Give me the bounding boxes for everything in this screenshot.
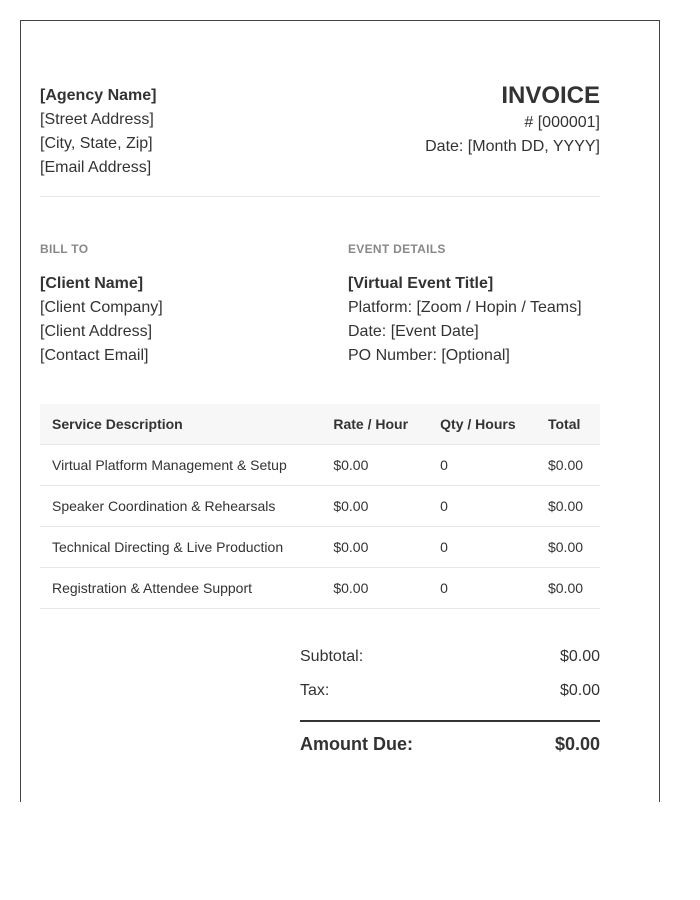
cell-total: $0.00	[536, 445, 600, 486]
cell-rate: $0.00	[321, 486, 428, 527]
table-row	[40, 486, 600, 527]
cell-rate: $0.00	[321, 527, 428, 568]
amount-due-row	[300, 722, 600, 766]
header-rate-hour: Rate / Hour	[321, 404, 428, 445]
cell-qty: 0	[428, 445, 536, 486]
subtotal-label: Subtotal:	[300, 648, 364, 665]
subtotal-row	[300, 640, 600, 674]
cell-rate: $0.00	[321, 445, 428, 486]
cell-qty: 0	[428, 486, 536, 527]
amount-due-value: $0.00	[554, 733, 600, 754]
table-row	[40, 527, 600, 568]
subtotal-value: $0.00	[559, 648, 600, 665]
header-total: Total	[536, 404, 600, 445]
bill-to-block	[40, 242, 320, 368]
header-qty-hours: Qty / Hours	[428, 404, 536, 445]
cell-qty: 0	[428, 568, 536, 609]
cell-total: $0.00	[536, 527, 600, 568]
invoice-title: INVOICE	[501, 82, 600, 109]
agency-email: [Email Address]	[40, 159, 152, 176]
tax-label: Tax:	[300, 682, 330, 699]
cell-description: Technical Directing & Live Production	[40, 527, 321, 568]
totals-block	[300, 640, 600, 766]
tax-value: $0.00	[559, 682, 600, 699]
tax-row	[300, 674, 600, 708]
event-details-label: EVENT DETAILS	[348, 242, 446, 256]
event-date: Date: [Event Date]	[348, 323, 479, 340]
invoice-meta	[425, 84, 600, 159]
event-details-block	[348, 242, 608, 368]
header-divider	[40, 196, 600, 197]
cell-total: $0.00	[536, 486, 600, 527]
table-row	[40, 568, 600, 609]
cell-qty: 0	[428, 527, 536, 568]
client-name: [Client Name]	[40, 275, 144, 292]
event-po-number: PO Number: [Optional]	[348, 347, 510, 364]
amount-due-label: Amount Due:	[300, 733, 413, 754]
agency-name: [Agency Name]	[40, 87, 157, 104]
event-title: [Virtual Event Title]	[348, 275, 494, 292]
services-table	[40, 404, 600, 609]
table-header-row	[40, 404, 600, 445]
table-row	[40, 445, 600, 486]
agency-street: [Street Address]	[40, 111, 154, 128]
cell-description: Registration & Attendee Support	[40, 568, 321, 609]
agency-city: [City, State, Zip]	[40, 135, 153, 152]
invoice-date: Date: [Month DD, YYYY]	[425, 138, 600, 155]
client-email: [Contact Email]	[40, 347, 149, 364]
agency-block	[40, 84, 156, 180]
cell-total: $0.00	[536, 568, 600, 609]
event-platform: Platform: [Zoom / Hopin / Teams]	[348, 299, 582, 316]
cell-description: Virtual Platform Management & Setup	[40, 445, 321, 486]
cell-description: Speaker Coordination & Rehearsals	[40, 486, 321, 527]
header-service-description: Service Description	[40, 404, 321, 445]
client-address: [Client Address]	[40, 323, 153, 340]
invoice-number: # [000001]	[524, 114, 600, 131]
client-company: [Client Company]	[40, 299, 163, 316]
cell-rate: $0.00	[321, 568, 428, 609]
invoice-header	[40, 84, 600, 184]
bill-to-label: BILL TO	[40, 242, 89, 256]
